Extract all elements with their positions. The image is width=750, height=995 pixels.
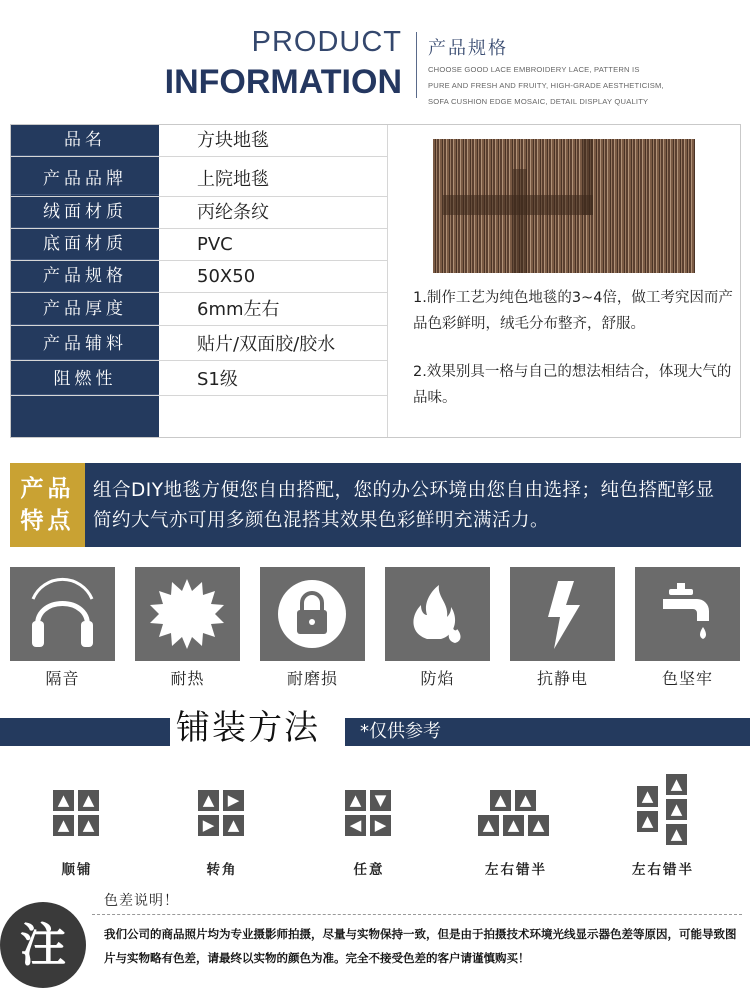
- title-cn: 产品规格: [428, 38, 508, 59]
- arrow-right-icon: ▶: [198, 815, 219, 836]
- pattern-grid: [478, 790, 554, 838]
- pattern-grid: [637, 774, 689, 852]
- feature-banner: [10, 463, 741, 547]
- property-item: [10, 567, 115, 689]
- spec-label: 产品规格: [11, 261, 159, 292]
- spec-label: 品名: [11, 125, 159, 156]
- arrow-up-icon: ▲: [53, 815, 74, 836]
- property-label: 抗静电: [536, 669, 588, 688]
- feature-tag-line: 产品: [20, 476, 75, 502]
- property-label: 隔音: [45, 669, 80, 688]
- layout-pattern: [598, 775, 728, 878]
- title-product: PRODUCT: [251, 26, 402, 58]
- arrow-up-icon: ▲: [515, 790, 536, 811]
- faucet-icon: [635, 567, 740, 661]
- arrow-up-icon: ▲: [666, 774, 687, 795]
- spec-row: [11, 125, 387, 157]
- spec-table: [10, 124, 741, 438]
- note-title: 色差说明！: [104, 893, 179, 909]
- arrow-right-icon: ▶: [223, 790, 244, 811]
- spec-row: [11, 364, 387, 396]
- description-item: 2.效果别具一格与自己的想法相结合，体现大气的品味。: [413, 364, 732, 406]
- layout-pattern: [304, 778, 434, 878]
- arrow-up-icon: ▲: [637, 811, 658, 832]
- pattern-label: 左右错半: [485, 862, 547, 878]
- feature-tag: [10, 463, 85, 547]
- subtitle-line: CHOOSE GOOD LACE EMBROIDERY LACE, PATTERN IS: [428, 65, 640, 74]
- spec-value: 丙纶条纹: [197, 202, 269, 223]
- property-icons: [10, 567, 741, 691]
- spec-value: 50X50: [197, 266, 256, 287]
- header: [0, 0, 750, 118]
- arrow-up-icon: ▲: [198, 790, 219, 811]
- spec-label: 产品品牌: [11, 164, 159, 195]
- arrow-up-icon: ▲: [478, 815, 499, 836]
- spec-value: 6mm左右: [197, 299, 280, 320]
- spec-label: 阻燃性: [11, 364, 159, 395]
- arrow-up-icon: ▲: [528, 815, 549, 836]
- feature-text: 组合DIY地毯方便您自由搭配，您的办公环境由您自由选择；纯色搭配彰显简约大气亦可用多颜色混搭其效果色彩鲜明充满活力。: [93, 480, 715, 531]
- spec-row: [11, 294, 387, 326]
- product-description: [413, 285, 735, 433]
- pattern-label: 顺铺: [61, 862, 93, 878]
- arrow-left-icon: ◀: [345, 815, 366, 836]
- arrow-up-icon: ▲: [53, 790, 74, 811]
- property-label: 耐热: [170, 669, 205, 688]
- spec-value: 上院地毯: [197, 169, 269, 190]
- installation-title: 铺装方法: [170, 706, 345, 750]
- spec-row: [11, 397, 387, 437]
- subtitle-line: SOFA CUSHION EDGE MOSAIC, DETAIL DISPLAY QUALITY: [428, 97, 649, 106]
- spec-label: 底面材质: [11, 229, 159, 260]
- lightning-icon: [510, 567, 615, 661]
- pattern-label: 转角: [206, 862, 238, 878]
- installation-note: *仅供参考: [360, 721, 441, 742]
- property-item: [510, 567, 615, 689]
- spec-label: 产品厚度: [11, 294, 159, 325]
- arrow-up-icon: ▲: [345, 790, 366, 811]
- property-item: [635, 567, 740, 689]
- property-item: [385, 567, 490, 689]
- title-information: INFORMATION: [164, 63, 402, 101]
- arrow-up-icon: ▲: [223, 815, 244, 836]
- arrow-down-icon: ▼: [370, 790, 391, 811]
- spec-label: 产品辅料: [11, 329, 159, 360]
- pattern-grid: [53, 790, 101, 838]
- arrow-up-icon: ▲: [637, 786, 658, 807]
- pattern-grid: [198, 790, 246, 838]
- spec-value: PVC: [197, 234, 233, 255]
- arrow-up-icon: ▲: [78, 815, 99, 836]
- spec-value: S1级: [197, 369, 238, 390]
- spec-row: [11, 229, 387, 261]
- flame-icon: [385, 567, 490, 661]
- spec-row: [11, 329, 387, 361]
- spec-row: [11, 164, 387, 197]
- header-subtitle: [428, 62, 664, 110]
- sun-burst-icon: [135, 567, 240, 661]
- feature-tag-line: 特点: [20, 508, 75, 534]
- pattern-label: 左右错半: [632, 862, 694, 878]
- header-divider: [416, 32, 417, 98]
- layout-pattern: [451, 778, 581, 878]
- spec-divider: [387, 125, 388, 437]
- spec-value: 贴片/双面胶/胶水: [197, 334, 336, 355]
- property-item: [135, 567, 240, 689]
- description-item: 1.制作工艺为纯色地毯的3~4倍，做工考究因而产品色彩鲜明，绒毛分布整齐，舒服。: [413, 290, 733, 332]
- headphones-icon: [10, 567, 115, 661]
- spec-row: [11, 197, 387, 229]
- note-divider: [92, 914, 742, 915]
- note-text: 我们公司的商品照片均为专业摄影师拍摄，尽量与实物保持一致，但是由于拍摄技术环境光线显示器色差等原因，可能导致图片与实物略有色差，请最终以实物的颜色为准。完全不接受色差的客户请谨慎购买！: [104, 927, 737, 965]
- layout-pattern: [12, 778, 142, 878]
- arrow-up-icon: ▲: [666, 824, 687, 845]
- arrow-up-icon: ▲: [503, 815, 524, 836]
- property-item: [260, 567, 365, 689]
- property-label: 色坚牢: [661, 669, 713, 688]
- layout-pattern: [157, 778, 287, 878]
- pattern-grid: [345, 790, 393, 838]
- arrow-right-icon: ▶: [370, 815, 391, 836]
- arrow-up-icon: ▲: [78, 790, 99, 811]
- subtitle-line: PURE AND FRESH AND FRUITY, HIGH-GRADE AESTHETICISM,: [428, 81, 664, 90]
- spec-value: 方块地毯: [197, 130, 269, 151]
- spec-row: [11, 261, 387, 293]
- lock-icon: [260, 567, 365, 661]
- arrow-up-icon: ▲: [490, 790, 511, 811]
- arrow-up-icon: ▲: [666, 799, 687, 820]
- pattern-label: 任意: [353, 862, 385, 878]
- carpet-tile-image: [433, 139, 695, 273]
- note-badge: 注: [0, 902, 86, 988]
- property-label: 防焰: [420, 669, 455, 688]
- spec-label: [11, 397, 159, 437]
- property-label: 耐磨损: [286, 669, 338, 688]
- spec-label: 绒面材质: [11, 197, 159, 228]
